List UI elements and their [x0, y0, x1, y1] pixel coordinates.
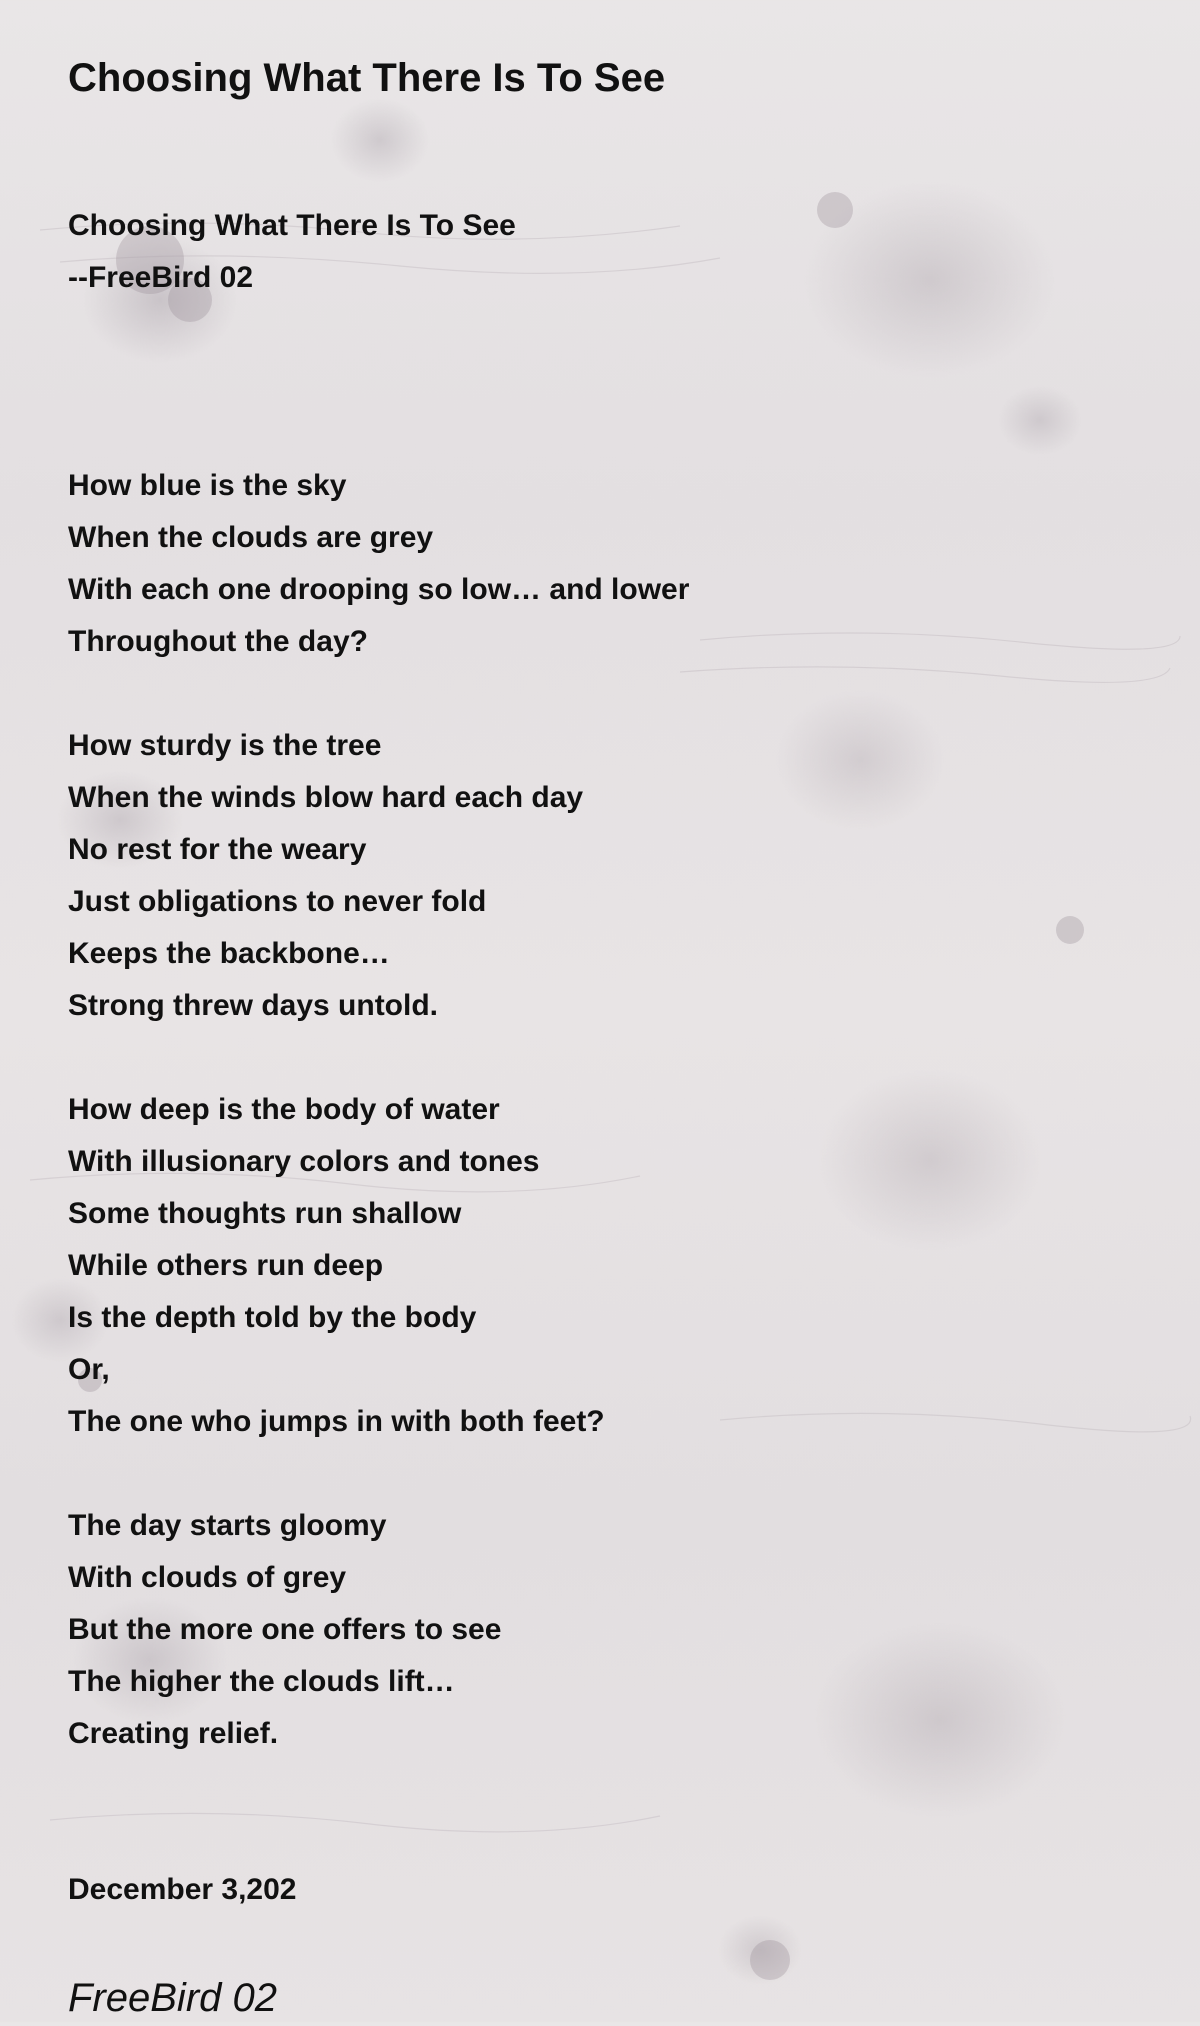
poem-line: When the winds blow hard each day [68, 781, 584, 814]
poem-line: --FreeBird 02 [68, 261, 254, 294]
poem-line: How blue is the sky [68, 469, 347, 502]
poem-line: How sturdy is the tree [68, 729, 382, 762]
poem-line: Some thoughts run shallow [68, 1197, 462, 1230]
poem-line: Creating relief. [68, 1717, 279, 1750]
stanza-break [68, 1760, 1128, 1812]
stanza-break [68, 304, 1128, 356]
poem-line: Throughout the day? [68, 625, 368, 658]
poem-line: With each one drooping so low… and lower [68, 573, 690, 606]
poem-line: When the clouds are grey [68, 521, 434, 554]
author-signature: FreeBird 02 [68, 1976, 277, 2020]
stanza-break [68, 1448, 1128, 1500]
stanza-break [68, 1812, 1128, 1864]
poem-line: Choosing What There Is To See [68, 209, 516, 242]
poem-line: With clouds of grey [68, 1561, 347, 1594]
poem-line: But the more one offers to see [68, 1613, 502, 1646]
poem-line: The one who jumps in with both feet? [68, 1405, 605, 1438]
poem-body [68, 200, 1128, 1916]
poem-line: Just obligations to never fold [68, 885, 487, 918]
poem-line: How deep is the body of water [68, 1093, 500, 1126]
poem-line: Or, [68, 1353, 110, 1386]
stanza-break [68, 408, 1128, 460]
poem-line: While others run deep [68, 1249, 384, 1282]
poem-line: Strong threw days untold. [68, 989, 439, 1022]
poem-line: The day starts gloomy [68, 1509, 387, 1542]
poem-line: Keeps the backbone… [68, 937, 390, 970]
stanza-break [68, 668, 1128, 720]
poem-line: December 3,202 [68, 1873, 297, 1906]
poem-line: Is the depth told by the body [68, 1301, 477, 1334]
stanza-break [68, 1032, 1128, 1084]
poem-line: The higher the clouds lift… [68, 1665, 455, 1698]
poem-page [68, 48, 1128, 2026]
page-title: Choosing What There Is To See [68, 56, 666, 100]
poem-line: No rest for the weary [68, 833, 367, 866]
stanza-break [68, 356, 1128, 408]
poem-line: With illusionary colors and tones [68, 1145, 540, 1178]
